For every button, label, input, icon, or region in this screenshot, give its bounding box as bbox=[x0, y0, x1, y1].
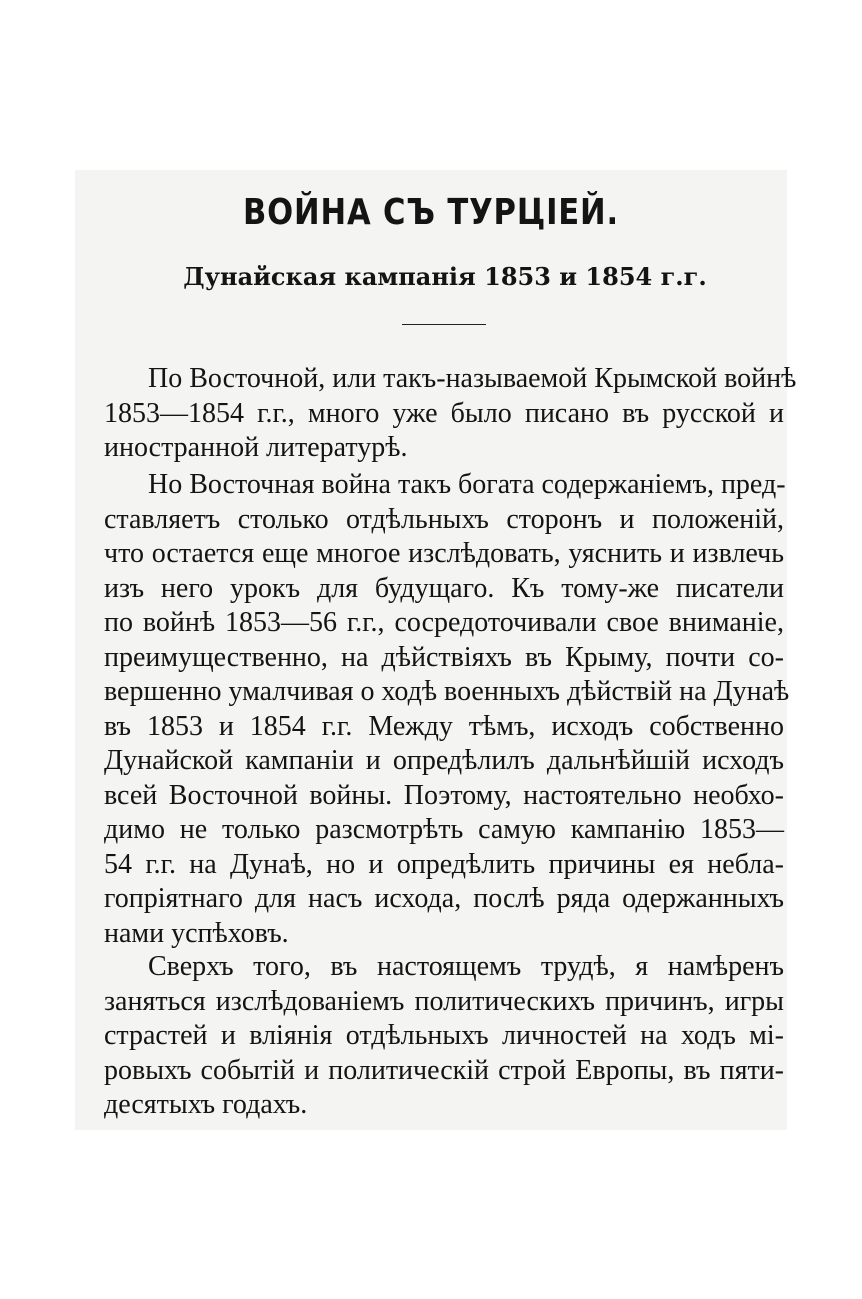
chapter-title: ВОЙНА СЪ ТУРЦІЕЙ. bbox=[242, 192, 619, 233]
text-line: страстей и вліянія отдѣльныхъ личностей на ходъ мі- bbox=[104, 1020, 784, 1051]
text-line: въ 1853 и 1854 г.г. Между тѣмъ, исходъ собственно bbox=[104, 710, 784, 742]
text-line: изъ него урокъ для будущаго. Къ тому-же писатели bbox=[104, 572, 784, 604]
paragraph-1 bbox=[104, 362, 797, 466]
paragraph-3 bbox=[104, 950, 784, 1123]
text-line: что остается еще многое изслѣдовать, уяснить и извлечь bbox=[104, 538, 784, 569]
text-line: иностранной литературѣ. bbox=[104, 432, 408, 463]
text-line: Дунайской кампаніи и опредѣлилъ дальнѣйшій исходъ bbox=[104, 745, 784, 776]
text-line: заняться изслѣдованіемъ политическихъ причинъ, игры bbox=[104, 985, 784, 1017]
text-line: Сверхъ того, въ настоящемъ трудѣ, я намѣренъ bbox=[148, 951, 784, 982]
title-divider bbox=[402, 324, 486, 325]
text-line: Но Восточная война такъ богата содержаніемъ, пред- bbox=[148, 469, 786, 500]
text-line: 54 г.г. на Дунаѣ, но и опредѣлить причины ея небла- bbox=[104, 848, 784, 880]
text-line: ровыхъ событій и политическій строй Европы, въ пяти- bbox=[104, 1054, 784, 1086]
text-line: 1853—1854 г.г., много уже было писано въ русской и bbox=[104, 397, 784, 429]
text-line: преимущественно, на дѣйствіяхъ въ Крыму, почти со- bbox=[104, 641, 784, 673]
text-line: вершенно умалчивая о ходѣ военныхъ дѣйствій на Дунаѣ bbox=[104, 676, 790, 707]
paragraph-2 bbox=[104, 468, 790, 951]
text-line: гопріятнаго для насъ исхода, послѣ ряда одержанныхъ bbox=[104, 883, 784, 914]
text-line: десятыхъ годахъ. bbox=[104, 1089, 308, 1120]
text-line: всей Восточной войны. Поэтому, настоятельно необхо- bbox=[104, 779, 784, 811]
chapter-subtitle: Дунайская кампанія 1853 и 1854 г.г. bbox=[183, 262, 707, 291]
text-line: ставляетъ столько отдѣльныхъ сторонъ и положеній, bbox=[104, 503, 784, 535]
text-line: по войнѣ 1853—56 г.г., сосредоточивали свое вниманіе, bbox=[104, 607, 784, 638]
text-line: нами успѣховъ. bbox=[104, 917, 289, 949]
text-line: По Восточной, или такъ-называемой Крымской войнѣ bbox=[148, 363, 797, 394]
text-line: димо не только разсмотрѣть самую кампанію 1853— bbox=[104, 814, 784, 845]
